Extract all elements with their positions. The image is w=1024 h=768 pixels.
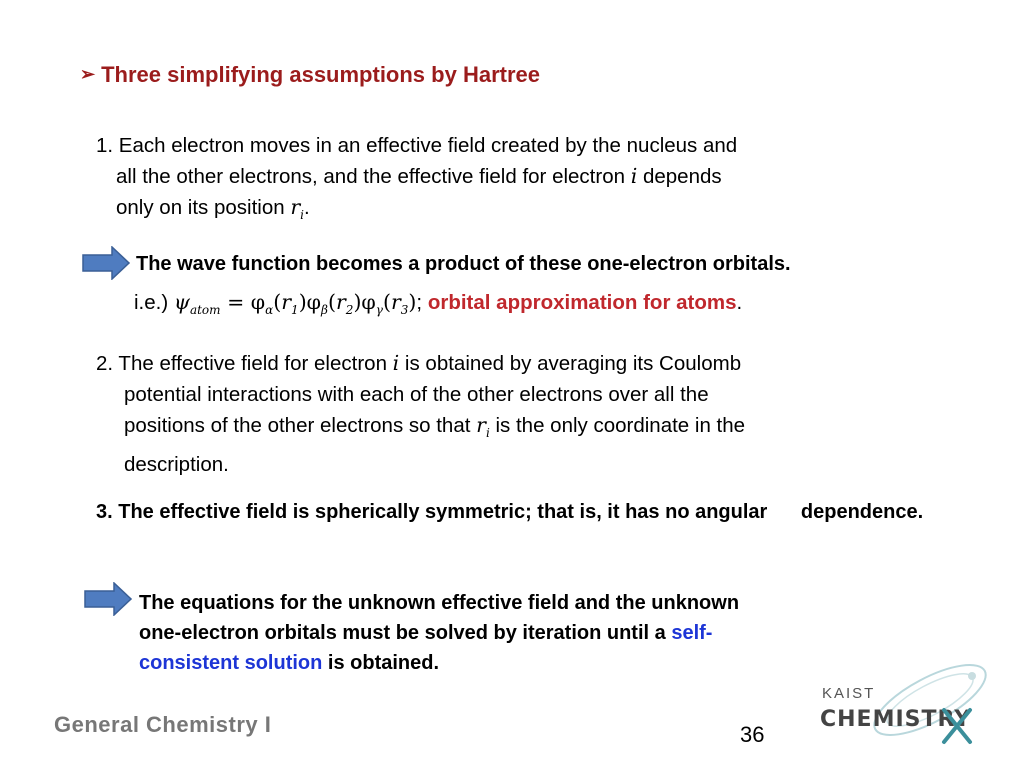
conclusion-line-1: The equations for the unknown effective field and the unknown [139,592,740,614]
assumption-2-line-2: potential interactions with each of the other electrons over all the [124,383,709,406]
conclusion-line-3: consistent solution is obtained. [139,652,440,674]
conclusion-line-2: one-electron orbitals must be solved by iteration until a self- [139,622,713,644]
orbital-approximation-label: orbital approximation for atoms [427,291,737,314]
course-title: General Chemistry I [54,712,272,737]
kaist-chemistry-logo [812,662,992,752]
orbital-approximation-equation: i.e.) $\psi_{atom} = \varphi_\alpha(r_1)\varphi_\beta(r_2)\varphi_\gamma(r_3)$; orbital approximation for atoms. [134,290,743,318]
right-block-arrow-icon [82,246,130,280]
assumption-2-line-4: description. [124,453,229,477]
assumption-2 [96,348,745,480]
assumption-3 [96,496,923,528]
assumption-1-line-3: only on its position $r_i$. [116,195,310,223]
page-number: 36 [740,722,765,747]
logo-top-text: KAIST [822,685,876,702]
logo-main-text: CHEMISTRY [820,707,972,732]
assumption-1-line-2: all the other electrons, and the effective field for electron i depends [116,164,722,188]
assumption-2-line-1: 2. The effective field for electron i is obtained by averaging its Coulomb [96,351,742,375]
assumption-2-line-3: positions of the other electrons so that $r_i$ is the only coordinate in the [124,413,746,441]
assumption-1-line-1: 1. Each electron moves in an effective field created by the nucleus and [96,134,738,157]
assumption-3-line-2: dependence. [800,501,924,523]
assumption-3-line-1: 3. The effective field is spherically symmetric; that is, it has no angular [96,501,768,523]
bullet-arrow-icon: ➢ [80,64,96,84]
heading-title: Three simplifying assumptions by Hartree [101,62,540,87]
slide-heading [80,62,540,88]
wave-function-conclusion: The wave function becomes a product of these one-electron orbitals. [136,253,791,275]
self-consistent-conclusion [139,588,739,678]
right-block-arrow-icon [84,582,132,616]
assumption-1 [96,130,737,231]
